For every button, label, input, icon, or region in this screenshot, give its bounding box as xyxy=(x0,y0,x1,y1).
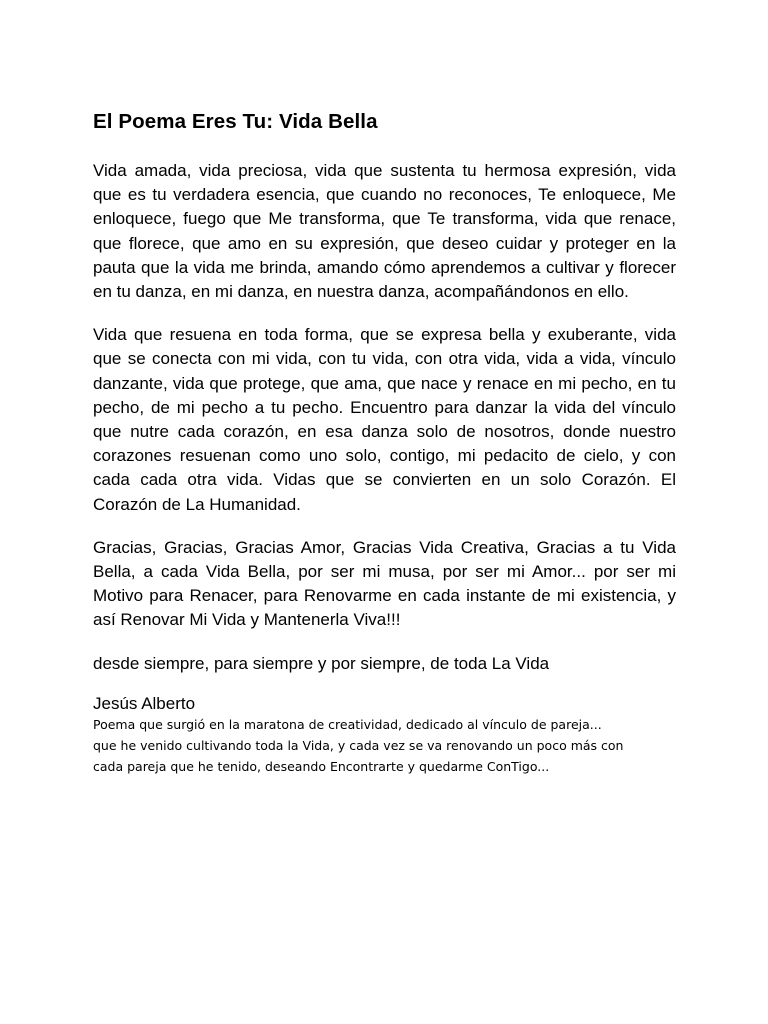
poem-paragraph-3: Gracias, Gracias, Gracias Amor, Gracias Vida Creativa, Gracias a tu Vida Bella, a cada Vida Bella, por ser mi musa, por ser mi Amor... por ser mi Motivo para Renacer, para Renovarme en cada instante de mi existencia, y así Renovar Mi Vida y Mantenerla Viva!!! xyxy=(93,537,676,630)
poem-paragraph-2: Vida que resuena en toda forma, que se expresa bella y exuberante, vida que se conecta con mi vida, con tu vida, con otra vida, vida a vida, vínculo danzante, vida que protege, que ama, que nace y renace en mi pecho, en tu pecho, de mi pecho a tu pecho. Encuentro para danzar la vida del vínculo que nutre cada corazón, en esa danza solo de nosotros, donde nuestro corazones resuenan como uno solo, contigo, mi pedacito de cielo, y con cada cada otra vida. Vidas que se convierten en un solo Corazón. El Corazón de La Humanidad. xyxy=(93,325,676,514)
poem-title: El Poema Eres Tu: Vida Bella xyxy=(93,110,378,133)
note-line-2: que he venido cultivando toda la Vida, y cada vez se va renovando un poco más con xyxy=(93,737,624,753)
poem-closing-line: desde siempre, para siempre y por siempre, de toda La Vida xyxy=(93,653,550,673)
note-line-1: Poema que surgió en la maratona de creatividad, dedicado al vínculo de pareja... xyxy=(93,716,602,732)
author-name: Jesús Alberto xyxy=(93,693,196,713)
note-line-3: cada pareja que he tenido, deseando Encontrarte y quedarme ConTigo... xyxy=(93,758,550,774)
poem-paragraph-1: Vida amada, vida preciosa, vida que sustenta tu hermosa expresión, vida que es tu verdadera esencia, que cuando no reconoces, Te enloquece, Me enloquece, fuego que Me transforma, que Te transforma, vida que renace, que florece, que amo en su expresión, que deseo cuidar y proteger en la pauta que la vida me brinda, amando cómo aprendemos a cultivar y florecer en tu danza, en mi danza, en nuestra danza, acompañándonos en ello. xyxy=(93,161,676,302)
document-page xyxy=(93,108,676,777)
